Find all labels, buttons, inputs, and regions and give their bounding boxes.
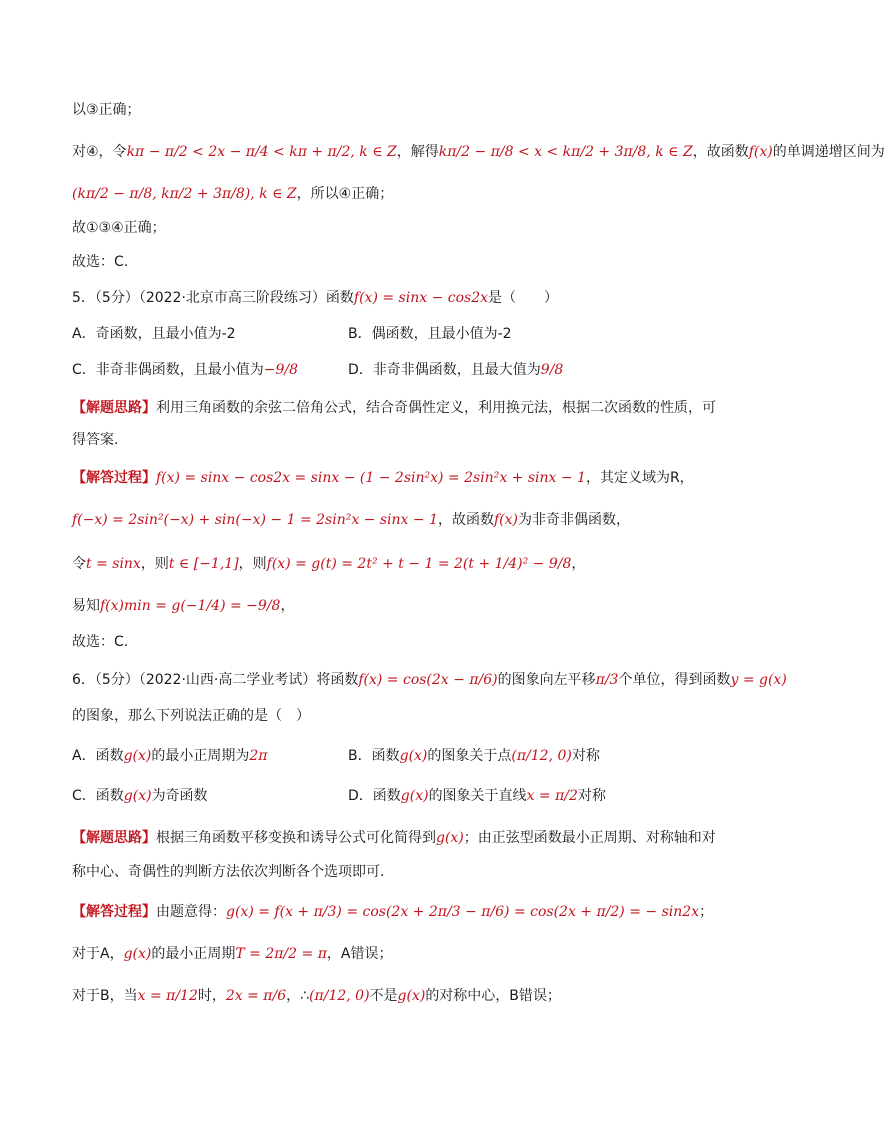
text-line: 易知f(x)min = g(−1/4) = −9/8，	[72, 598, 295, 614]
text-line: 故选：C.	[72, 634, 129, 650]
solution-idea: 【解题思路】利用三角函数的余弦二倍角公式，结合奇偶性定义，利用换元法，根据二次函数的性质，可	[72, 400, 716, 416]
text-line: 对④，令kπ − π/2 < 2x − π/4 < kπ + π/2, k ∈ Z，解得kπ/2 − π/8 < x < kπ/2 + 3π/8, k ∈ Z，故函数f(x)的单调递增区间为	[72, 144, 885, 160]
text-line: 得答案.	[72, 432, 119, 448]
option-a: A．奇函数，且最小值为-2	[72, 326, 236, 342]
text-line: 的图象，那么下列说法正确的是（ ）	[72, 708, 310, 724]
option-a: A．函数g(x)的最小正周期为2π	[72, 748, 268, 764]
option-b: B．函数g(x)的图象关于点(π/12, 0)对称	[348, 748, 600, 764]
text-line: 对于A，g(x)的最小正周期T = 2π/2 = π，A错误；	[72, 946, 393, 962]
option-d: D．函数g(x)的图象关于直线x = π/2对称	[348, 788, 606, 804]
question-5: 5．（5分）（2022·北京市高三阶段练习）函数f(x) = sinx − cos2x是（ ）	[72, 290, 558, 306]
text-line: 令t = sinx，则t ∈ [−1,1]，则f(x) = g(t) = 2t² + t − 1 = 2(t + 1/4)² − 9/8，	[72, 556, 586, 572]
text-line: f(−x) = 2sin²(−x) + sin(−x) − 1 = 2sin²x − sinx − 1，故函数f(x)为非奇非偶函数，	[72, 512, 630, 528]
solution-process: 【解答过程】f(x) = sinx − cos2x = sinx − (1 − 2sin²x) = 2sin²x + sinx − 1，其定义域为R，	[72, 470, 694, 486]
text-line: 以③正确；	[72, 102, 141, 118]
option-c: C．函数g(x)为奇函数	[72, 788, 208, 804]
option-b: B．偶函数，且最小值为-2	[348, 326, 512, 342]
solution-idea: 【解题思路】根据三角函数平移变换和诱导公式可化简得到g(x)；由正弦型函数最小正周期、对称轴和对	[72, 830, 716, 846]
solution-process: 【解答过程】由题意得：g(x) = f(x + π/3) = cos(2x + 2π/3 − π/6) = cos(2x + π/2) = − sin2x；	[72, 904, 714, 920]
option-c: C．非奇非偶函数，且最小值为−9/8	[72, 362, 299, 378]
text-line: 故①③④正确；	[72, 220, 166, 236]
option-d: D．非奇非偶函数，且最大值为9/8	[348, 362, 564, 378]
text-line: (kπ/2 − π/8, kπ/2 + 3π/8), k ∈ Z，所以④正确；	[72, 186, 394, 202]
text-line: 称中心、奇偶性的判断方法依次判断各个选项即可.	[72, 864, 385, 880]
text-line: 对于B，当x = π/12时，2x = π/6，∴(π/12, 0)不是g(x)的对称中心，B错误；	[72, 988, 561, 1004]
question-6: 6．（5分）（2022·山西·高二学业考试）将函数f(x) = cos(2x − π/6)的图象向左平移π/3个单位，得到函数y = g(x)	[72, 672, 787, 688]
text-line: 故选：C.	[72, 254, 129, 270]
